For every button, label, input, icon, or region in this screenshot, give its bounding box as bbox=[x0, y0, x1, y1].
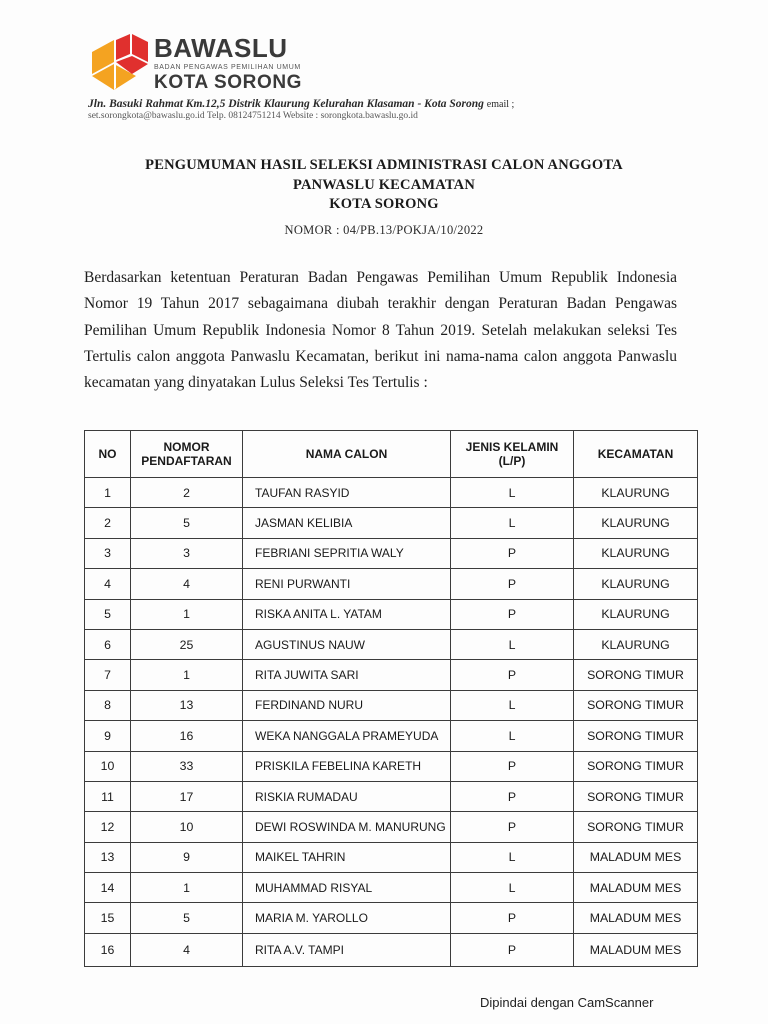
brand-city: KOTA SORONG bbox=[154, 72, 303, 93]
cell-kecamatan: SORONG TIMUR bbox=[574, 660, 698, 690]
cell-no: 11 bbox=[85, 781, 131, 811]
table-row bbox=[85, 903, 698, 933]
letterhead-address bbox=[88, 98, 514, 121]
cell-nama-calon: AGUSTINUS NAUW bbox=[243, 629, 451, 659]
cell-jenis-kelamin: P bbox=[451, 660, 574, 690]
cell-nomor-pendaftaran: 25 bbox=[131, 629, 243, 659]
header-jenis-line2: (L/P) bbox=[498, 454, 526, 468]
cell-kecamatan: KLAURUNG bbox=[574, 599, 698, 629]
header-kecamatan: KECAMATAN bbox=[574, 431, 698, 478]
title-line-2: PANWASLU KECAMATAN bbox=[292, 176, 476, 193]
table-header-row bbox=[85, 431, 698, 478]
table-row bbox=[85, 751, 698, 781]
cell-kecamatan: SORONG TIMUR bbox=[574, 721, 698, 751]
cell-kecamatan: KLAURUNG bbox=[574, 629, 698, 659]
table-row bbox=[85, 842, 698, 872]
header-no: NO bbox=[85, 431, 131, 478]
cell-kecamatan: SORONG TIMUR bbox=[574, 812, 698, 842]
cell-kecamatan: SORONG TIMUR bbox=[574, 781, 698, 811]
table-row bbox=[85, 508, 698, 538]
table-row bbox=[85, 538, 698, 568]
table-row bbox=[85, 721, 698, 751]
cell-kecamatan: MALADUM MES bbox=[574, 842, 698, 872]
cell-nama-calon: RISKIA RUMADAU bbox=[243, 781, 451, 811]
cell-jenis-kelamin: P bbox=[451, 751, 574, 781]
bawaslu-logo-icon bbox=[90, 32, 150, 94]
cell-jenis-kelamin: L bbox=[451, 873, 574, 903]
brand-block bbox=[154, 34, 302, 93]
cell-jenis-kelamin: L bbox=[451, 478, 574, 508]
cell-jenis-kelamin: P bbox=[451, 812, 574, 842]
cell-no: 16 bbox=[85, 933, 131, 966]
cell-nama-calon: MAIKEL TAHRIN bbox=[243, 842, 451, 872]
header-jenis-line1: JENIS KELAMIN bbox=[465, 440, 559, 454]
cell-nomor-pendaftaran: 4 bbox=[131, 933, 243, 966]
cell-jenis-kelamin: P bbox=[451, 903, 574, 933]
cell-jenis-kelamin: P bbox=[451, 781, 574, 811]
cell-nomor-pendaftaran: 5 bbox=[131, 508, 243, 538]
document-number: NOMOR : 04/PB.13/POKJA/10/2022 bbox=[284, 222, 484, 237]
cell-nama-calon: JASMAN KELIBIA bbox=[243, 508, 451, 538]
cell-nomor-pendaftaran: 1 bbox=[131, 660, 243, 690]
cell-jenis-kelamin: L bbox=[451, 842, 574, 872]
cell-no: 2 bbox=[85, 508, 131, 538]
table-row bbox=[85, 599, 698, 629]
brand-subtitle: BADAN PENGAWAS PEMILIHAN UMUM bbox=[154, 64, 301, 71]
cell-no: 13 bbox=[85, 842, 131, 872]
address-email-label: email ; bbox=[486, 99, 515, 110]
brand-name: BAWASLU bbox=[154, 33, 288, 63]
cell-nomor-pendaftaran: 4 bbox=[131, 569, 243, 599]
table-row bbox=[85, 690, 698, 720]
cell-no: 7 bbox=[85, 660, 131, 690]
candidates-table bbox=[84, 430, 698, 967]
header-nomor-line2: PENDAFTARAN bbox=[141, 454, 232, 468]
cell-jenis-kelamin: P bbox=[451, 538, 574, 568]
table-body bbox=[85, 478, 698, 967]
camscanner-watermark: Dipindai dengan CamScanner bbox=[480, 995, 654, 1010]
cell-kecamatan: SORONG TIMUR bbox=[574, 751, 698, 781]
cell-no: 3 bbox=[85, 538, 131, 568]
cell-jenis-kelamin: L bbox=[451, 508, 574, 538]
cell-nomor-pendaftaran: 5 bbox=[131, 903, 243, 933]
cell-nomor-pendaftaran: 33 bbox=[131, 751, 243, 781]
cell-nomor-pendaftaran: 10 bbox=[131, 812, 243, 842]
title-line-3: KOTA SORONG bbox=[329, 196, 439, 212]
cell-jenis-kelamin: P bbox=[451, 569, 574, 599]
table-row bbox=[85, 873, 698, 903]
cell-nomor-pendaftaran: 17 bbox=[131, 781, 243, 811]
cell-nama-calon: MARIA M. YAROLLO bbox=[243, 903, 451, 933]
cell-jenis-kelamin: L bbox=[451, 629, 574, 659]
cell-nomor-pendaftaran: 2 bbox=[131, 478, 243, 508]
cell-jenis-kelamin: P bbox=[451, 599, 574, 629]
announcement-title bbox=[0, 156, 768, 238]
cell-kecamatan: MALADUM MES bbox=[574, 873, 698, 903]
cell-jenis-kelamin: P bbox=[451, 933, 574, 966]
cell-kecamatan: KLAURUNG bbox=[574, 538, 698, 568]
cell-nama-calon: FERDINAND NURU bbox=[243, 690, 451, 720]
header-jenis-kelamin bbox=[451, 431, 574, 478]
table-row bbox=[85, 478, 698, 508]
cell-nomor-pendaftaran: 9 bbox=[131, 842, 243, 872]
cell-no: 14 bbox=[85, 873, 131, 903]
table-row bbox=[85, 781, 698, 811]
cell-nama-calon: RISKA ANITA L. YATAM bbox=[243, 599, 451, 629]
table-row bbox=[85, 629, 698, 659]
cell-kecamatan: KLAURUNG bbox=[574, 569, 698, 599]
cell-kecamatan: KLAURUNG bbox=[574, 508, 698, 538]
cell-no: 10 bbox=[85, 751, 131, 781]
cell-nama-calon: PRISKILA FEBELINA KARETH bbox=[243, 751, 451, 781]
table-row bbox=[85, 569, 698, 599]
cell-jenis-kelamin: L bbox=[451, 721, 574, 751]
title-line-1: PENGUMUMAN HASIL SELEKSI ADMINISTRASI CALON ANGGOTA bbox=[145, 157, 623, 173]
cell-no: 4 bbox=[85, 569, 131, 599]
cell-no: 12 bbox=[85, 812, 131, 842]
cell-nomor-pendaftaran: 1 bbox=[131, 873, 243, 903]
cell-kecamatan: MALADUM MES bbox=[574, 903, 698, 933]
cell-no: 9 bbox=[85, 721, 131, 751]
table-row bbox=[85, 812, 698, 842]
cell-nomor-pendaftaran: 13 bbox=[131, 690, 243, 720]
cell-no: 6 bbox=[85, 629, 131, 659]
cell-kecamatan: SORONG TIMUR bbox=[574, 690, 698, 720]
cell-nama-calon: TAUFAN RASYID bbox=[243, 478, 451, 508]
cell-kecamatan: KLAURUNG bbox=[574, 478, 698, 508]
address-line2: set.sorongkota@bawaslu.go.id Telp. 08124751214 Website : sorongkota.bawaslu.go.id bbox=[88, 111, 418, 121]
table-row bbox=[85, 933, 698, 966]
cell-nomor-pendaftaran: 16 bbox=[131, 721, 243, 751]
cell-nama-calon: RITA A.V. TAMPI bbox=[243, 933, 451, 966]
cell-no: 5 bbox=[85, 599, 131, 629]
cell-nomor-pendaftaran: 1 bbox=[131, 599, 243, 629]
header-nama-calon: NAMA CALON bbox=[243, 431, 451, 478]
cell-nama-calon: DEWI ROSWINDA M. MANURUNG bbox=[243, 812, 451, 842]
cell-nama-calon: FEBRIANI SEPRITIA WALY bbox=[243, 538, 451, 568]
header-nomor-pendaftaran bbox=[131, 431, 243, 478]
cell-no: 1 bbox=[85, 478, 131, 508]
cell-nama-calon: RENI PURWANTI bbox=[243, 569, 451, 599]
cell-kecamatan: MALADUM MES bbox=[574, 933, 698, 966]
cell-no: 15 bbox=[85, 903, 131, 933]
table-row bbox=[85, 660, 698, 690]
cell-nama-calon: RITA JUWITA SARI bbox=[243, 660, 451, 690]
cell-no: 8 bbox=[85, 690, 131, 720]
cell-jenis-kelamin: L bbox=[451, 690, 574, 720]
cell-nama-calon: MUHAMMAD RISYAL bbox=[243, 873, 451, 903]
header-nomor-line1: NOMOR bbox=[163, 440, 210, 454]
address-line1: Jln. Basuki Rahmat Km.12,5 Distrik Klaurung Kelurahan Klasaman - Kota Sorong bbox=[88, 98, 484, 110]
body-paragraph: Berdasarkan ketentuan Peraturan Badan Pengawas Pemilihan Umum Republik Indonesia Nomor 19 Tahun 2017 sebagaimana diubah terakhir dengan Peraturan Badan Pengawas Pemilihan Umum Republik Indonesia Nomor 8 Tahun 2019. Setelah melakukan seleksi Tes Tertulis calon anggota Panwaslu Kecamatan, berikut ini nama-nama calon anggota Panwaslu kecamatan yang dinyatakan Lulus Seleksi Tes Tertulis : bbox=[84, 269, 677, 392]
cell-nama-calon: WEKA NANGGALA PRAMEYUDA bbox=[243, 721, 451, 751]
cell-nomor-pendaftaran: 3 bbox=[131, 538, 243, 568]
